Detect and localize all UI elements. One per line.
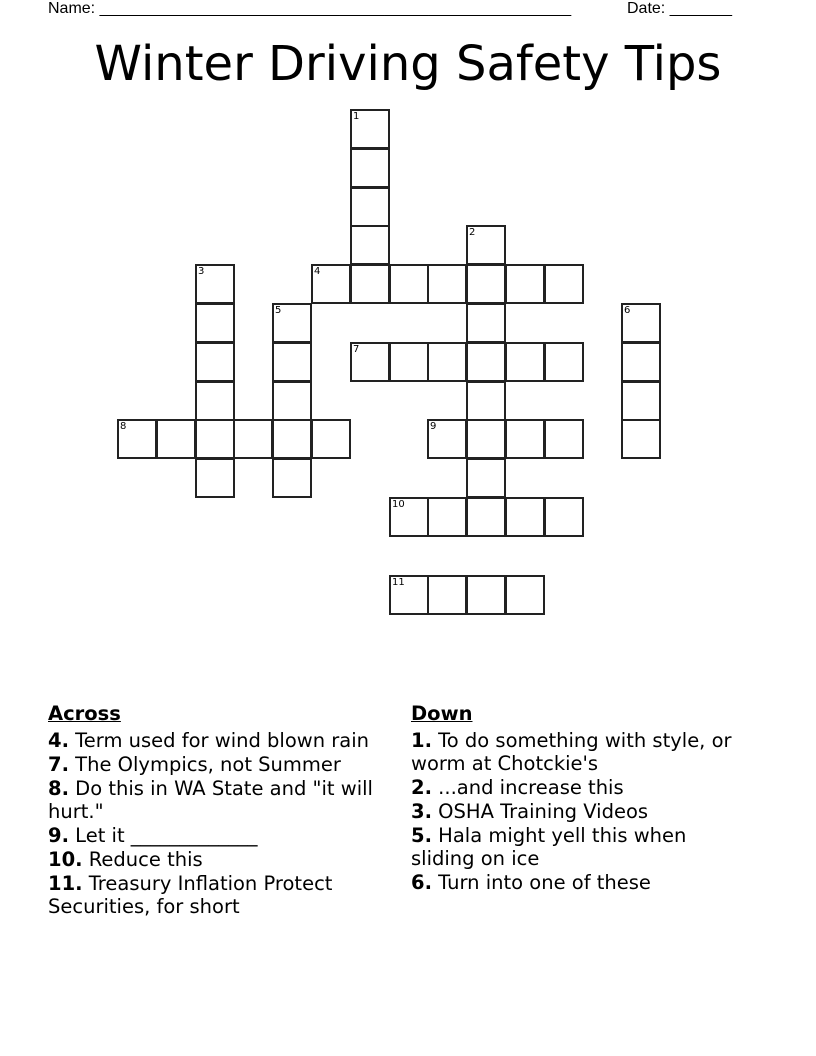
clue-text: Do this in WA State and "it will hurt." [48, 777, 373, 823]
clue-number: 6 [624, 305, 631, 316]
clue-number: 1 [353, 111, 360, 122]
clue-number: 7 [353, 344, 360, 355]
clue-number-label: 10. [48, 848, 83, 871]
clue-text: To do something with style, or worm at Chotckie's [411, 729, 732, 775]
across-clue [48, 824, 388, 847]
crossword-cell[interactable] [350, 148, 390, 188]
crossword-cell[interactable] [505, 575, 545, 615]
crossword-cell[interactable] [195, 458, 235, 498]
clue-number: 4 [314, 266, 321, 277]
page-title: Winter Driving Safety Tips [94, 36, 722, 92]
crossword-cell[interactable] [389, 264, 429, 304]
crossword-cell[interactable] [466, 458, 506, 498]
across-clue [48, 777, 388, 823]
crossword-cell[interactable] [466, 303, 506, 343]
down-clues [411, 702, 751, 895]
clue-number-label: 8. [48, 777, 69, 800]
crossword-cell[interactable] [505, 497, 545, 537]
crossword-cell[interactable] [427, 497, 467, 537]
across-clue [48, 729, 388, 752]
crossword-cell[interactable] [466, 419, 506, 459]
clue-text: Hala might yell this when sliding on ice [411, 824, 687, 870]
down-clue [411, 729, 751, 775]
crossword-cell[interactable] [505, 264, 545, 304]
crossword-cell[interactable] [621, 381, 661, 421]
clue-number-label: 5. [411, 824, 432, 847]
down-heading: Down [411, 702, 473, 725]
clue-number: 5 [275, 305, 282, 316]
crossword-cell[interactable] [272, 458, 312, 498]
clue-number: 3 [198, 266, 205, 277]
crossword-cell[interactable] [311, 419, 351, 459]
crossword-cell[interactable] [466, 225, 506, 265]
clue-text: The Olympics, not Summer [68, 753, 341, 776]
crossword-cell[interactable] [505, 342, 545, 382]
crossword-cell[interactable] [350, 225, 390, 265]
across-clue [48, 848, 388, 871]
crossword-cell[interactable] [544, 264, 584, 304]
crossword-cell[interactable] [350, 109, 390, 149]
clue-text: Term used for wind blown rain [68, 729, 370, 752]
clue-number-label: 9. [48, 824, 69, 847]
crossword-cell[interactable] [466, 497, 506, 537]
crossword-cell[interactable] [544, 497, 584, 537]
crossword-cell[interactable] [272, 381, 312, 421]
across-clue [48, 753, 388, 776]
down-clue [411, 800, 751, 823]
clue-number-label: 2. [411, 776, 432, 799]
crossword-cell[interactable] [427, 575, 467, 615]
crossword-cell[interactable] [621, 342, 661, 382]
worksheet-header [0, 0, 816, 20]
crossword-cell[interactable] [272, 342, 312, 382]
clue-number-label: 4. [48, 729, 69, 752]
down-clue-list [411, 729, 751, 894]
clue-text: OSHA Training Videos [431, 800, 649, 823]
down-clue [411, 776, 751, 799]
clue-number-label: 11. [48, 872, 83, 895]
crossword-cell[interactable] [466, 342, 506, 382]
across-clues [48, 702, 388, 919]
crossword-cell[interactable] [350, 187, 390, 227]
clue-text: Let it _____________ [68, 824, 258, 847]
crossword-cell[interactable] [350, 342, 390, 382]
crossword-cell[interactable] [466, 381, 506, 421]
down-clue [411, 871, 751, 894]
crossword-cell[interactable] [389, 497, 429, 537]
crossword-cell[interactable] [389, 342, 429, 382]
crossword-cell[interactable] [621, 303, 661, 343]
clue-number: 9 [430, 421, 437, 432]
crossword-cell[interactable] [272, 419, 312, 459]
crossword-cell[interactable] [389, 575, 429, 615]
crossword-cell[interactable] [544, 342, 584, 382]
crossword-cell[interactable] [505, 419, 545, 459]
clue-text: Turn into one of these [431, 871, 651, 894]
clue-number: 10 [392, 499, 405, 510]
clue-number: 11 [392, 577, 405, 588]
clue-text: Treasury Inflation Protect Securities, for short [48, 872, 333, 918]
crossword-cell[interactable] [117, 419, 157, 459]
crossword-cell[interactable] [466, 575, 506, 615]
crossword-cell[interactable] [195, 303, 235, 343]
clue-number: 8 [120, 421, 127, 432]
crossword-cell[interactable] [195, 419, 235, 459]
crossword-cell[interactable] [427, 342, 467, 382]
clue-number-label: 3. [411, 800, 432, 823]
down-clue [411, 824, 751, 870]
crossword-cell[interactable] [621, 419, 661, 459]
crossword-cell[interactable] [544, 419, 584, 459]
clue-number-label: 1. [411, 729, 432, 752]
across-clue [48, 872, 388, 918]
crossword-cell[interactable] [195, 342, 235, 382]
name-field[interactable]: Name: _____________________________________________________ [48, 0, 572, 17]
crossword-cell[interactable] [427, 264, 467, 304]
crossword-cell[interactable] [195, 264, 235, 304]
clue-text: ...and increase this [431, 776, 624, 799]
across-heading: Across [48, 702, 121, 725]
crossword-cell[interactable] [427, 419, 467, 459]
crossword-cell[interactable] [233, 419, 273, 459]
clue-number: 2 [469, 227, 476, 238]
across-clue-list [48, 729, 388, 918]
date-field[interactable]: Date: _______ [627, 0, 732, 17]
crossword-cell[interactable] [195, 381, 235, 421]
crossword-cell[interactable] [350, 264, 390, 304]
clue-number-label: 7. [48, 753, 69, 776]
clue-number-label: 6. [411, 871, 432, 894]
clue-text: Reduce this [82, 848, 203, 871]
crossword-cell[interactable] [272, 303, 312, 343]
crossword-cell[interactable] [311, 264, 351, 304]
crossword-cell[interactable] [156, 419, 196, 459]
crossword-cell[interactable] [466, 264, 506, 304]
